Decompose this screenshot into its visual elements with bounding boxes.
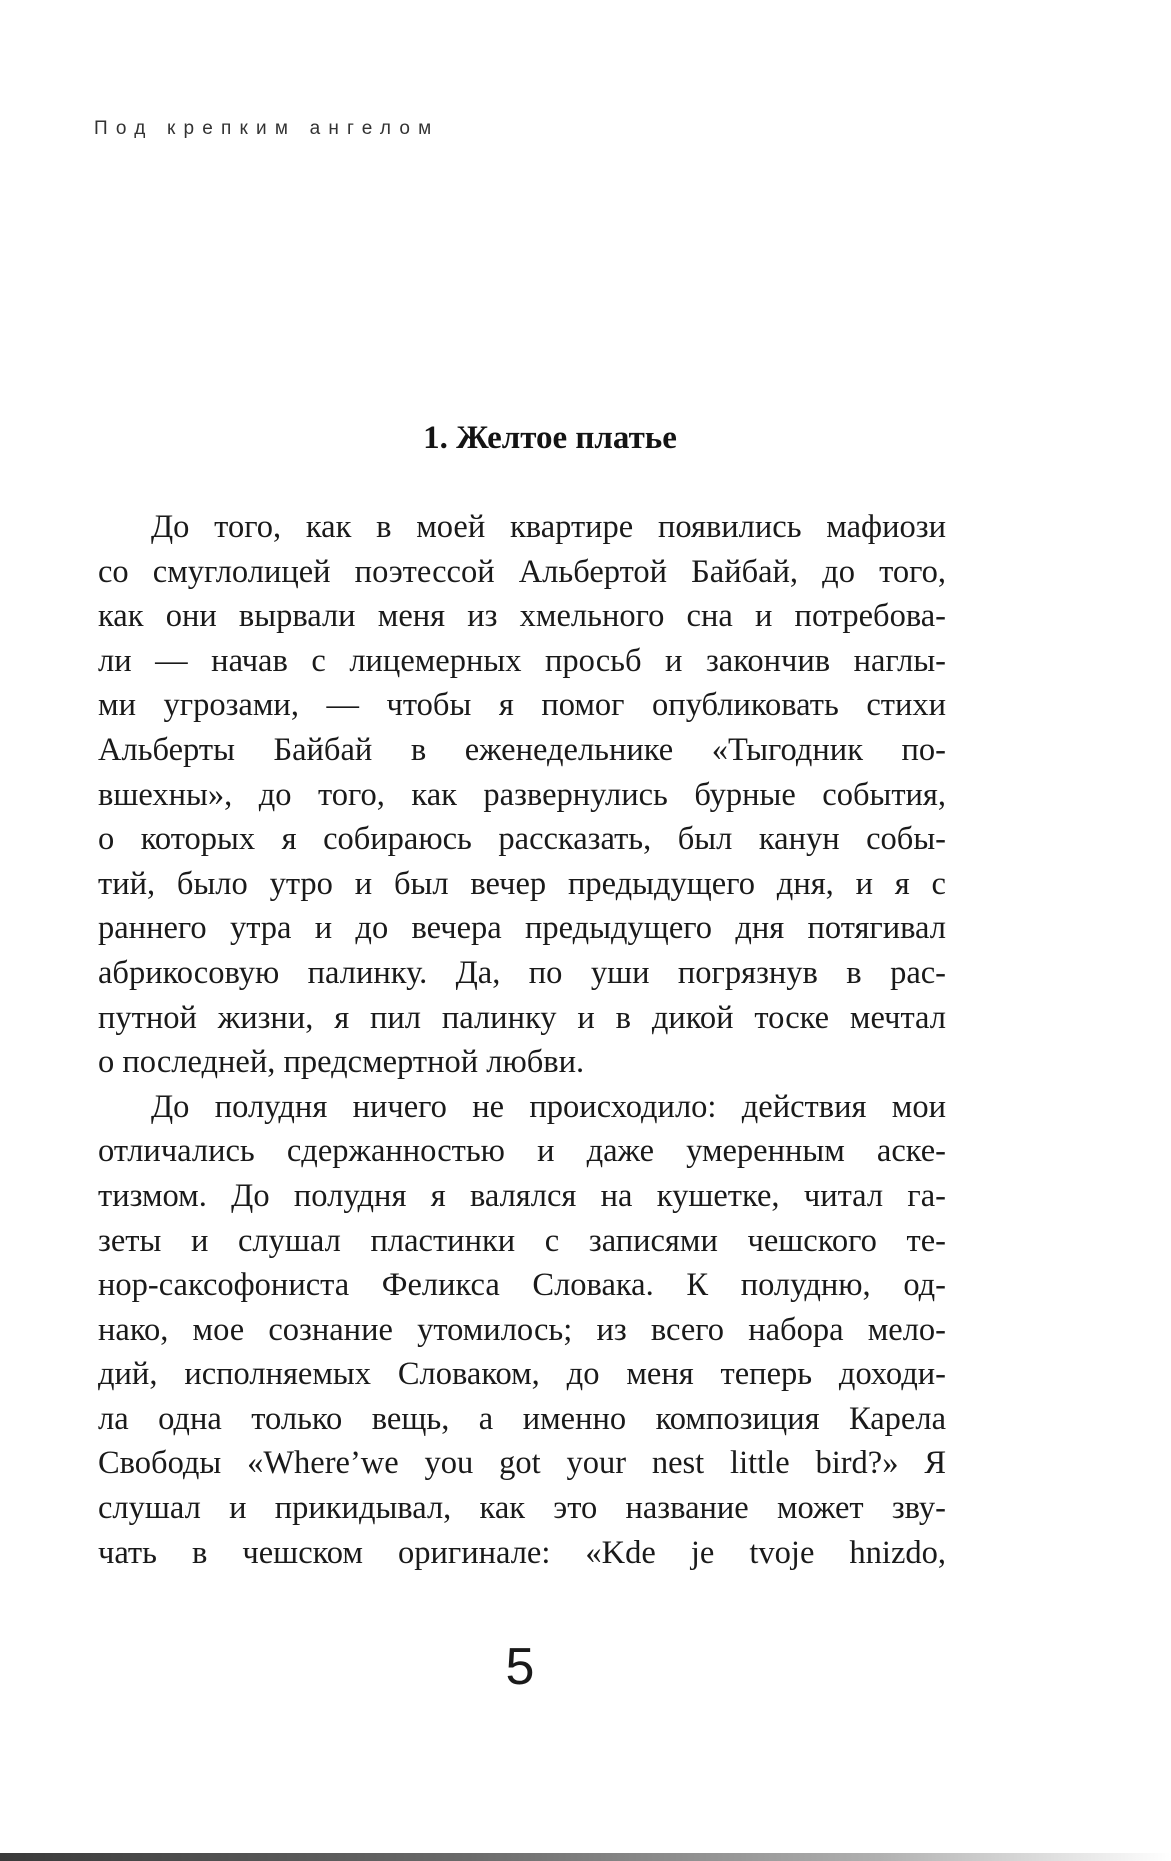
text-line: со смуглолицей поэтессой Альбертой Байбай, до того, — [98, 553, 946, 590]
chapter-title: 1. Желтое платье — [423, 420, 677, 456]
text-line: чать в чешском оригинале: «Kde je tvoje hnizdo, — [98, 1534, 946, 1571]
text-line: нор-саксофониста Феликса Словака. К полудню, од- — [98, 1267, 946, 1304]
text-line: абрикосовую палинку. Да, по уши погрязнув в рас- — [98, 954, 946, 991]
text-line: раннего утра и до вечера предыдущего дня потягивал — [98, 910, 946, 947]
text-line: ми угрозами, — чтобы я помог опубликовать стихи — [98, 687, 946, 724]
text-line: о последней, предсмертной любви. — [98, 1044, 585, 1081]
text-line: как они вырвали меня из хмельного сна и потребова- — [98, 598, 946, 635]
text-line: слушал и прикидывал, как это название может зву- — [98, 1490, 946, 1527]
text-line: отличались сдержанностью и даже умеренным аске- — [98, 1133, 946, 1170]
text-line: путной жизни, я пил палинку и в дикой тоске мечтал — [98, 999, 946, 1036]
text-line: вшехны», до того, как развернулись бурные события, — [98, 776, 946, 813]
scan-shadow-edge — [0, 1853, 1171, 1861]
text-line: До полудня ничего не происходило: действия мои — [151, 1088, 946, 1125]
text-line: о которых я собираюсь рассказать, был канун собы- — [98, 821, 946, 858]
paragraph-2 — [98, 1085, 946, 1576]
text-line: нако, мое сознание утомилось; из всего набора мело- — [98, 1311, 946, 1348]
text-line: тизмом. До полудня я валялся на кушетке, читал га- — [98, 1177, 946, 1214]
text-line: Альберты Байбай в еженедельнике «Тыгодник по- — [98, 731, 946, 768]
text-line: Свободы «Where’we you got your nest little bird?» Я — [98, 1445, 946, 1482]
text-line: дий, исполняемых Словаком, до меня теперь доходи- — [98, 1356, 946, 1393]
running-header: Под крепким ангелом — [94, 118, 440, 139]
text-line: зеты и слушал пластинки с записями чешского те- — [98, 1222, 946, 1259]
text-line: До того, как в моей квартире появились мафиози — [151, 509, 946, 545]
page-number: 5 — [505, 1638, 535, 1696]
body-text — [98, 505, 946, 1575]
text-line: тий, было утро и был вечер предыдущего дня, и я с — [98, 865, 946, 902]
text-line: ли — начав с лицемерных просьб и закончив наглы- — [98, 642, 946, 679]
paragraph-1 — [98, 505, 946, 1085]
text-line: ла одна только вещь, а именно композиция Карела — [98, 1400, 946, 1437]
